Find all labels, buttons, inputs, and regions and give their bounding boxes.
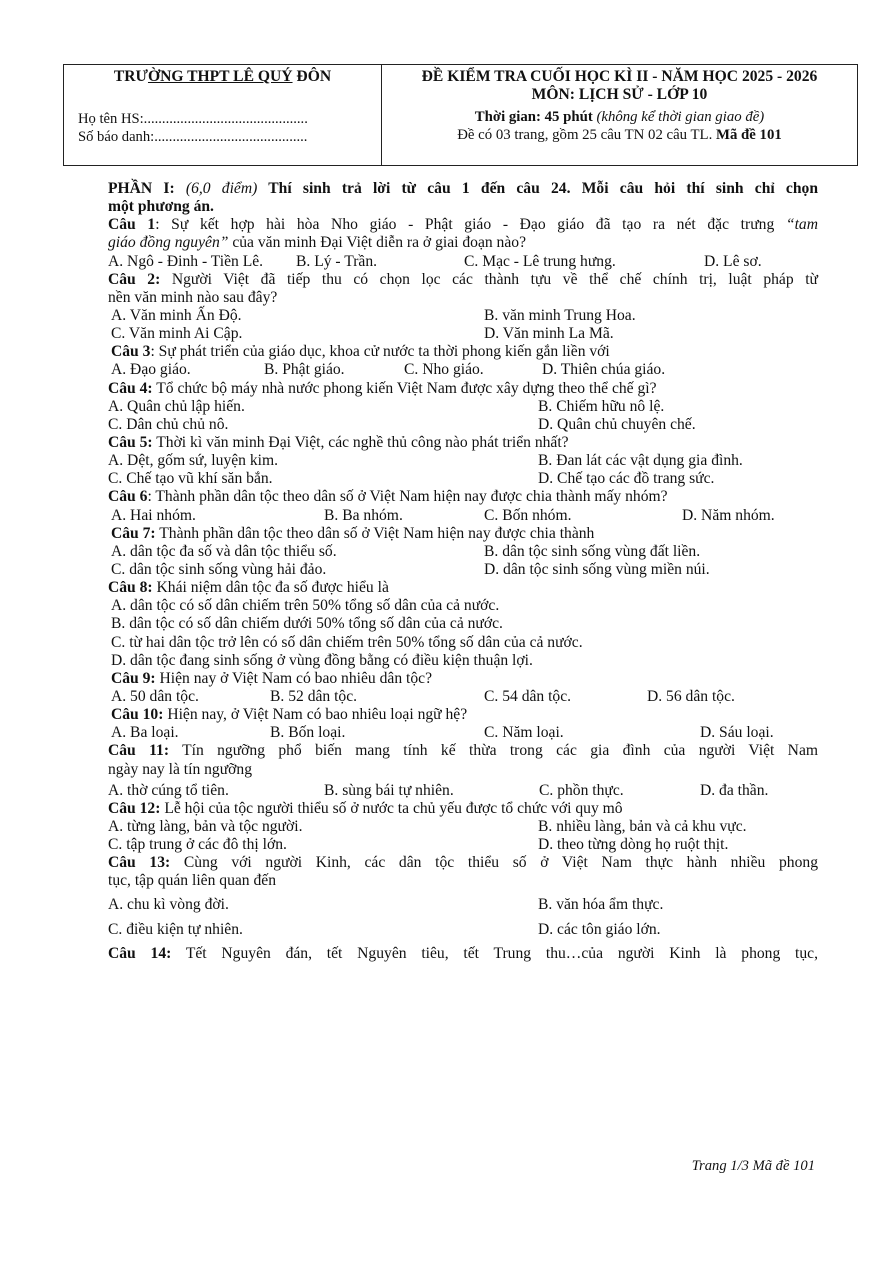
option-c: C. Dân chủ chủ nô.	[108, 415, 229, 433]
question-13-options-ab	[108, 896, 818, 914]
option-a: A. dân tộc có số dân chiếm trên 50% tổng số dân của cả nước.	[111, 597, 500, 615]
student-id-line: Số báo danh:..........................................	[78, 129, 308, 145]
option-a: A. Dệt, gốm sứ, luyện kim.	[108, 452, 279, 470]
option-a: A. Hai nhóm.	[111, 506, 196, 524]
question-2-options-cd	[108, 325, 818, 343]
question-5: Câu 5: Thời kì văn minh Đại Việt, các nghề thủ công nào phát triển nhất?	[108, 433, 569, 451]
question-12: Câu 12: Lễ hội của tộc người thiểu số ở nước ta chủ yếu được tổ chức với quy mô	[108, 799, 623, 817]
option-d: D. Năm nhóm.	[682, 506, 775, 524]
question-1-options	[108, 253, 818, 271]
question-9-options	[108, 688, 818, 706]
option-b: B. sùng bái tự nhiên.	[324, 781, 454, 799]
question-13: Câu 13: Cùng với người Kinh, các dân tộc thiểu số ở Việt Nam thực hành nhiều phong	[108, 854, 818, 872]
question-7: Câu 7: Thành phần dân tộc theo dân số ở Việt Nam hiện nay được chia thành	[111, 524, 595, 542]
option-b: B. văn minh Trung Hoa.	[484, 306, 636, 324]
question-5-options-cd	[108, 470, 818, 488]
option-d: D. Chế tạo các đồ trang sức.	[538, 470, 715, 488]
question-11-options	[108, 782, 818, 800]
option-c: C. 54 dân tộc.	[484, 687, 572, 705]
option-b: B. 52 dân tộc.	[270, 687, 358, 705]
part1-instruction-cont: một phương án.	[108, 198, 214, 216]
option-b: B. dân tộc sinh sống vùng đất liền.	[484, 542, 701, 560]
exam-subject: MÔN: LỊCH SỬ - LỚP 10	[531, 86, 708, 103]
option-c: C. tập trung ở các đô thị lớn.	[108, 836, 287, 854]
question-11: Câu 11: Tín ngưỡng phổ biến mang tính kế thừa trong các gia đình của người Việt Nam	[108, 742, 818, 760]
option-c: C. phồn thực.	[539, 781, 624, 799]
option-b: B. Bốn loại.	[270, 724, 346, 742]
option-a: A. từng làng, bản và tộc người.	[108, 817, 303, 835]
question-11-cont: ngày nay là tín ngưỡng	[108, 760, 253, 778]
part1-instruction: PHẦN I: (6,0 điểm) Thí sinh trả lời từ câu 1 đến câu 24. Mỗi câu hỏi thí sinh chỉ chọn	[108, 180, 818, 197]
option-c: C. Chế tạo vũ khí săn bắn.	[108, 470, 273, 488]
option-b: B. Ba nhóm.	[324, 506, 403, 524]
question-6-options	[108, 507, 818, 525]
option-d: D. Lê sơ.	[704, 252, 762, 270]
option-b: B. Đan lát các vật dụng gia đình.	[538, 452, 743, 470]
question-9: Câu 9: Hiện nay ở Việt Nam có bao nhiêu dân tộc?	[111, 669, 432, 687]
option-d: D. các tôn giáo lớn.	[538, 920, 661, 938]
option-a: A. thờ cúng tổ tiên.	[108, 781, 229, 799]
question-4-options-cd	[108, 416, 818, 434]
question-10-options	[108, 724, 818, 742]
question-7-options-cd	[108, 561, 818, 579]
exam-code: Mã đề 101	[715, 127, 782, 143]
exam-info-cell	[382, 65, 857, 165]
question-3: Câu 3: Sự phát triển của giáo dục, khoa cử nước ta thời phong kiến gắn liền với	[111, 343, 610, 361]
option-a: A. Quân chủ lập hiến.	[108, 397, 245, 415]
question-10: Câu 10: Hiện nay, ở Việt Nam có bao nhiêu loại ngữ hệ?	[111, 706, 468, 724]
option-d: D. đa thần.	[700, 781, 769, 799]
option-a: A. 50 dân tộc.	[111, 687, 199, 705]
exam-info: Đề có 03 trang, gồm 25 câu TN 02 câu TL. Mã đề 101	[457, 127, 782, 143]
question-list	[108, 180, 818, 963]
option-c: C. dân tộc sinh sống vùng hải đảo.	[111, 560, 327, 578]
option-d: D. theo từng dòng họ ruột thịt.	[538, 836, 729, 854]
option-a: A. chu kì vòng đời.	[108, 896, 229, 914]
question-1-cont: giáo đồng nguyên” của văn minh Đại Việt diễn ra ở giai đoạn nào?	[108, 234, 526, 252]
option-b: B. nhiều làng, bản và cả khu vực.	[538, 817, 747, 835]
school-name: TRƯỜNG THPT LÊ QUÝ ĐÔN	[113, 68, 332, 85]
option-b: B. Lý - Trần.	[296, 252, 378, 270]
option-c: C. Bốn nhóm.	[484, 506, 572, 524]
option-b: B. văn hóa ẩm thực.	[538, 896, 664, 914]
option-a: A. Văn minh Ấn Độ.	[111, 306, 242, 324]
exam-title: ĐỀ KIỂM TRA CUỐI HỌC KÌ II - NĂM HỌC 2025 - 2026	[421, 68, 818, 85]
option-c: C. Văn minh Ai Cập.	[111, 325, 243, 343]
question-4: Câu 4: Tổ chức bộ máy nhà nước phong kiến Việt Nam được xây dựng theo thể chế gì?	[108, 379, 657, 397]
exam-header	[63, 64, 858, 166]
question-4-options-ab	[108, 398, 818, 416]
option-d: D. Thiên chúa giáo.	[542, 361, 666, 379]
student-name-line: Họ tên HS:.............................................	[78, 111, 308, 127]
option-d: D. 56 dân tộc.	[647, 687, 735, 705]
option-d: D. dân tộc đang sinh sống ở vùng đồng bằng có điều kiện thuận lợi.	[111, 651, 533, 669]
option-a: A. Ngô - Đinh - Tiền Lê.	[108, 252, 264, 270]
question-8: Câu 8: Khái niệm dân tộc đa số được hiểu là	[108, 579, 389, 597]
exam-time: Thời gian: 45 phút (không kể thời gian giao đề)	[474, 109, 765, 125]
option-b: B. Phật giáo.	[264, 361, 345, 379]
option-a: A. Đạo giáo.	[111, 361, 191, 379]
option-d: D. dân tộc sinh sống vùng miền núi.	[484, 560, 710, 578]
option-c: C. Nho giáo.	[404, 361, 484, 379]
option-d: D. Quân chủ chuyên chế.	[538, 415, 696, 433]
option-d: D. Văn minh La Mã.	[484, 325, 614, 343]
question-12-options-cd	[108, 836, 818, 854]
question-14: Câu 14: Tết Nguyên đán, tết Nguyên tiêu, tết Trung thu…của người Kinh là phong tục,	[108, 944, 819, 962]
question-3-options	[108, 361, 818, 379]
question-7-options-ab	[108, 543, 818, 561]
question-13-options-cd	[108, 921, 818, 939]
option-a: A. dân tộc đa số và dân tộc thiểu số.	[111, 542, 337, 560]
question-6: Câu 6: Thành phần dân tộc theo dân số ở Việt Nam hiện nay được chia thành mấy nhóm?	[108, 488, 668, 506]
option-c: C. Năm loại.	[484, 724, 564, 742]
question-13-cont: tục, tập quán liên quan đến	[108, 872, 277, 890]
option-c: C. từ hai dân tộc trở lên có số dân chiếm trên 50% tổng số dân của cả nước.	[111, 633, 583, 651]
school-cell	[64, 65, 382, 165]
option-b: B. dân tộc có số dân chiếm dưới 50% tổng số dân của cả nước.	[111, 615, 503, 633]
question-12-options-ab	[108, 818, 818, 836]
option-b: B. Chiếm hữu nô lệ.	[538, 397, 665, 415]
option-d: D. Sáu loại.	[700, 724, 774, 742]
option-a: A. Ba loại.	[111, 724, 179, 742]
question-5-options-ab	[108, 452, 818, 470]
question-2: Câu 2: Người Việt đã tiếp thu có chọn lọc các thành tựu về thể chế chính trị, luật pháp từ	[108, 270, 818, 288]
option-c: C. điều kiện tự nhiên.	[108, 920, 243, 938]
page-footer: Trang 1/3 Mã đề 101	[691, 1158, 815, 1174]
option-c: C. Mạc - Lê trung hưng.	[464, 252, 616, 270]
question-2-cont: nền văn minh nào sau đây?	[108, 288, 278, 306]
question-1: Câu 1: Sự kết hợp hài hòa Nho giáo - Phật giáo - Đạo giáo đã tạo ra nét đặc trưng “tam	[108, 216, 818, 234]
question-2-options-ab	[108, 307, 818, 325]
